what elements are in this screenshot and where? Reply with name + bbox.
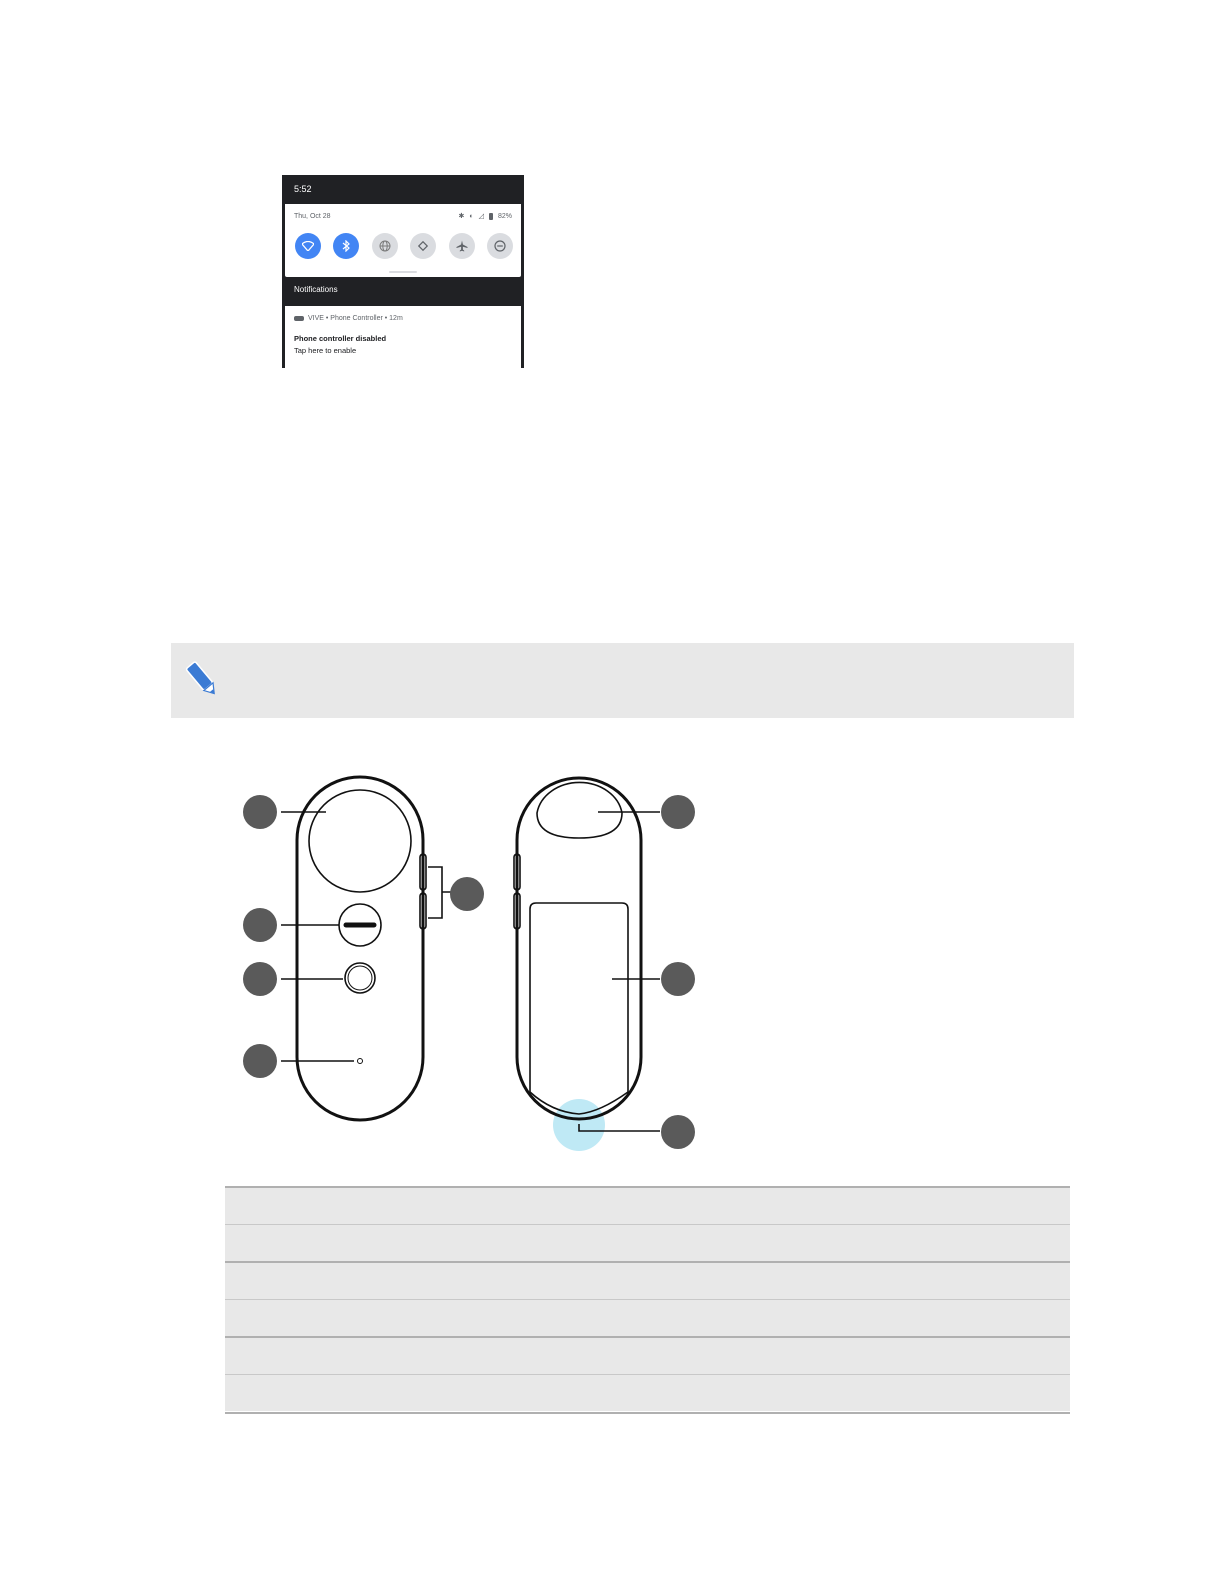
callout-marker [243, 795, 277, 829]
notification-text: Tap here to enable [294, 346, 357, 355]
trigger-button [537, 782, 622, 838]
spec-table [225, 1186, 1070, 1414]
table-row [225, 1225, 1070, 1263]
callout-marker [661, 1115, 695, 1149]
callout-marker [661, 962, 695, 996]
table-row [225, 1300, 1070, 1338]
table-row [225, 1338, 1070, 1375]
status-light [358, 1059, 363, 1064]
touchpad [309, 790, 411, 892]
battery-percent: 82% [497, 212, 512, 220]
controller-front-view [281, 777, 452, 1120]
callout-marker [243, 908, 277, 942]
callout-marker [450, 877, 484, 911]
back-body-outline [517, 778, 641, 1119]
notification-title: Phone controller disabled [294, 334, 387, 343]
notification-app-name: VIVE • Phone Controller • 12m [308, 315, 403, 322]
callout-marker [243, 962, 277, 996]
front-body-outline [297, 777, 423, 1120]
notifications-header: Notifications [294, 285, 338, 294]
controller-back-view [514, 778, 660, 1151]
table-row [225, 1375, 1070, 1411]
table-row [225, 1188, 1070, 1225]
status-time: 5:52 [294, 184, 312, 194]
vibrate-status-icon: ◐ [469, 212, 474, 220]
home-button [345, 963, 375, 993]
table-row [225, 1263, 1070, 1300]
home-button-inner [348, 966, 372, 990]
callout-marker [243, 1044, 277, 1078]
callout-marker [661, 795, 695, 829]
bluetooth-status-icon: ✱ [458, 213, 465, 220]
wifi-status-icon: ◿ [478, 213, 484, 220]
volume-bracket [428, 867, 452, 918]
qs-date: Thu, Oct 28 [294, 213, 331, 220]
battery-cover [530, 903, 628, 1114]
